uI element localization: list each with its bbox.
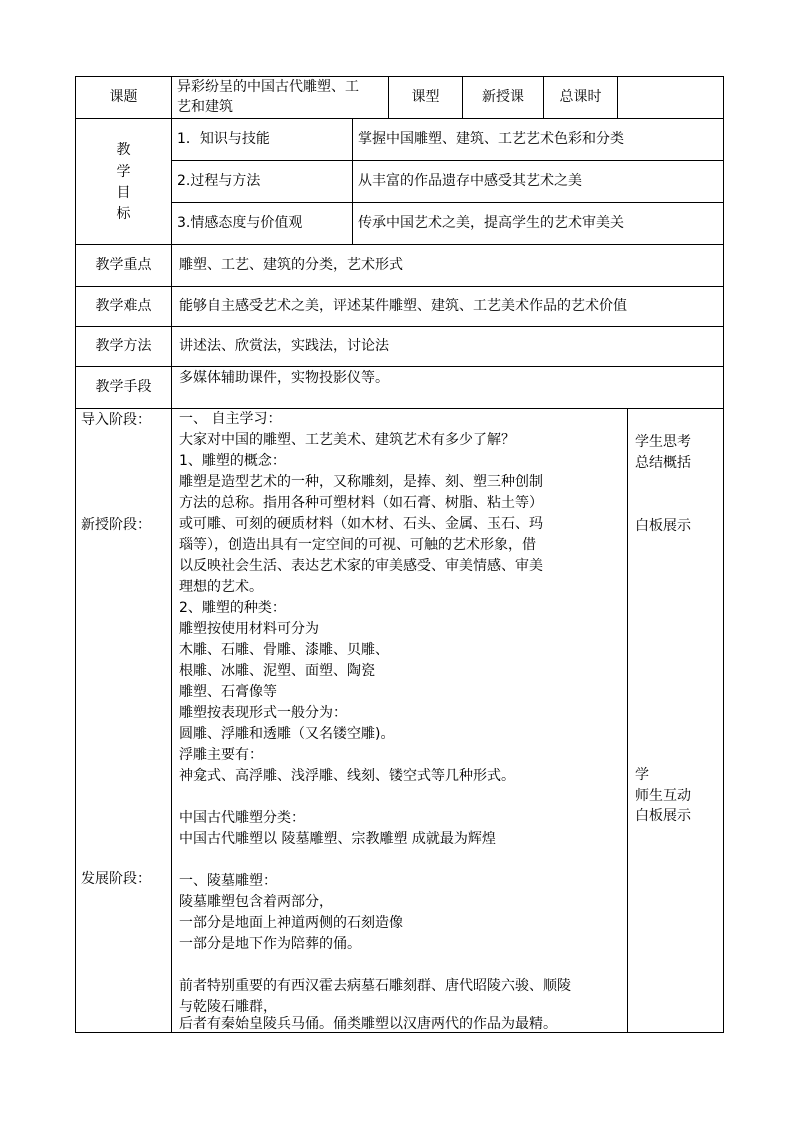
- difficulty-value: 能够自主感受艺术之美，评述某件雕塑、建筑、工艺美术作品的艺术价值: [179, 298, 627, 314]
- row-divider: [171, 160, 724, 161]
- method-label: 教学方法: [95, 338, 152, 354]
- note-student: 学: [635, 767, 649, 783]
- content-line: 1、雕塑的概念：: [179, 453, 286, 469]
- hours-label: 总课时: [559, 89, 602, 105]
- col-divider: [627, 408, 628, 1033]
- content-line: 瑙等），创造出具有一定空间的可视、可触的艺术形象，借: [179, 537, 536, 553]
- topic-value-line1: 异彩纷呈的中国古代雕塑、工: [177, 79, 359, 95]
- objectives-label-char: 学: [116, 164, 131, 180]
- content-line: 一、陵墓雕塑：: [179, 873, 277, 889]
- row-divider: [75, 286, 724, 287]
- content-line: 木雕、石雕、骨雕、漆雕、贝雕、: [179, 642, 389, 658]
- content-line: 大家对中国的雕塑、工艺美术、建筑艺术有多少了解？: [179, 432, 515, 448]
- note-whiteboard: 白板展示: [635, 518, 691, 534]
- content-line: 一部分是地下作为陪葬的俑。: [179, 936, 361, 952]
- objectives-label-char: 标: [116, 206, 131, 222]
- topic-label: 课题: [109, 89, 138, 105]
- note-whiteboard-2: 白板展示: [635, 808, 691, 824]
- stage-new-label: 新授阶段：: [81, 517, 151, 533]
- table-border-right: [723, 76, 724, 1033]
- content-line: 理想的艺术。: [179, 579, 263, 595]
- key-points-label: 教学重点: [95, 257, 152, 273]
- objective-value: 从丰富的作品遗存中感受其艺术之美: [358, 173, 582, 189]
- content-line: 以反映社会生活、表达艺术家的审美感受、审美情感、审美: [179, 558, 543, 574]
- content-line: 神龛式、高浮雕、浅浮雕、线刻、镂空式等几种形式。: [179, 768, 515, 784]
- stage-develop-label: 发展阶段：: [81, 871, 151, 887]
- difficulty-label: 教学难点: [95, 298, 152, 314]
- objective-value: 传承中国艺术之美，提高学生的艺术审美关: [358, 215, 624, 231]
- content-line: 中国古代雕塑以 陵墓雕塑、宗教雕塑 成就最为辉煌: [179, 831, 496, 847]
- content-line: 中国古代雕塑分类：: [179, 810, 305, 826]
- content-line: 方法的总称。指用各种可塑材料（如石膏、树脂、粘土等）: [179, 495, 543, 511]
- content-line: 浮雕主要有：: [179, 747, 263, 763]
- stage-intro-label: 导入阶段：: [81, 412, 151, 428]
- note-summary: 总结概括: [635, 455, 691, 471]
- row-divider: [75, 326, 724, 327]
- type-value: 新授课: [482, 89, 524, 105]
- tools-value: 多媒体辅助课件，实物投影仪等。: [179, 370, 389, 386]
- content-line: 与乾陵石雕群，: [179, 999, 277, 1015]
- table-border-top: [75, 76, 724, 77]
- content-line: 一、 自主学习：: [179, 411, 282, 427]
- content-line: 2、雕塑的种类：: [179, 600, 286, 616]
- content-line: 圆雕、浮雕和透雕（又名镂空雕)。: [179, 726, 395, 742]
- col-divider: [352, 118, 353, 244]
- content-line: 陵墓雕塑包含着两部分，: [179, 894, 333, 910]
- content-line: 或可雕、可刻的硬质材料（如木材、石头、金属、玉石、玛: [179, 516, 543, 532]
- objectives-label-char: 教: [116, 142, 131, 158]
- row-divider: [75, 366, 724, 367]
- objective-name: 1．知识与技能: [177, 131, 270, 147]
- col-divider: [171, 76, 172, 1033]
- col-divider: [617, 76, 618, 118]
- content-line: 后者有秦始皇陵兵马俑。俑类雕塑以汉唐两代的作品为最精。: [179, 1016, 557, 1032]
- content-line: 前者特别重要的有西汉霍去病墓石雕刻群、唐代昭陵六骏、顺陵: [179, 978, 571, 994]
- content-line: 雕塑是造型艺术的一种，又称雕刻，是捧、刻、塑三种创制: [179, 474, 543, 490]
- content-line: 雕塑按使用材料可分为: [179, 621, 319, 637]
- content-line: 根雕、冰雕、泥塑、面塑、陶瓷: [179, 663, 375, 679]
- content-line: 一部分是地面上神道两侧的石刻造像: [179, 915, 403, 931]
- objectives-label-char: 目: [116, 185, 131, 201]
- row-divider: [171, 202, 724, 203]
- note-student-thinking: 学生思考: [635, 434, 691, 450]
- content-line: 雕塑、石膏像等: [179, 684, 277, 700]
- key-points-value: 雕塑、工艺、建筑的分类，艺术形式: [179, 257, 403, 273]
- row-divider: [75, 244, 724, 245]
- objective-name: 2.过程与方法: [177, 173, 261, 189]
- type-label: 课型: [411, 89, 440, 105]
- objective-value: 掌握中国雕塑、建筑、工艺艺术色彩和分类: [358, 131, 624, 147]
- objective-name: 3.情感态度与价值观: [177, 215, 303, 231]
- method-value: 讲述法、欣赏法，实践法，讨论法: [179, 338, 389, 354]
- note-interaction: 师生互动: [635, 788, 691, 804]
- topic-value-line2: 艺和建筑: [177, 99, 233, 115]
- content-line: 雕塑按表现形式一般分为：: [179, 705, 347, 721]
- row-divider: [75, 118, 724, 119]
- tools-label: 教学手段: [95, 379, 152, 395]
